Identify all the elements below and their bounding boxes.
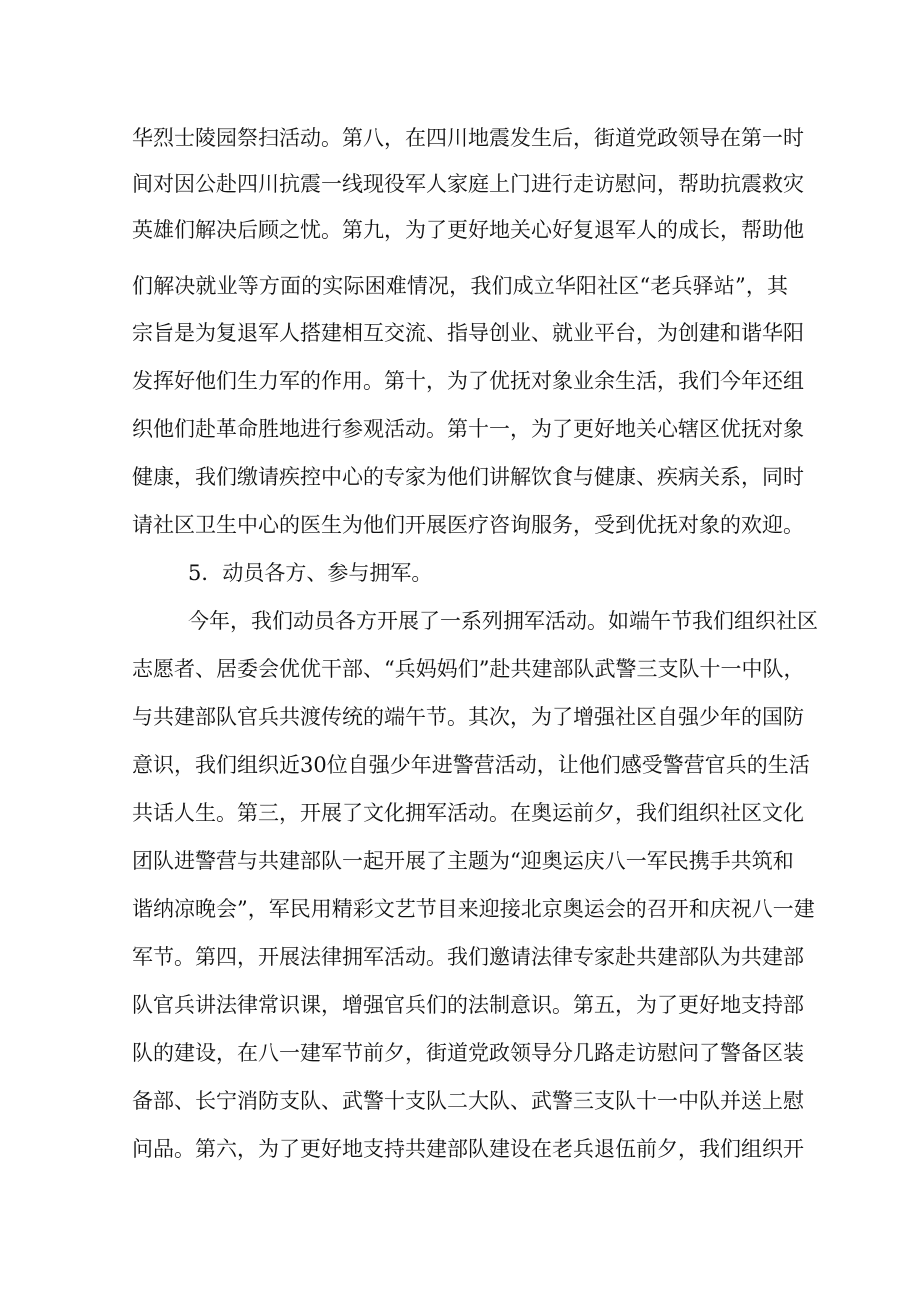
text-line: 英雄们解决后顾之忧。第九，为了更好地关心好复退军人的成长，帮助他 bbox=[132, 218, 804, 242]
text-line: 军节。第四，开展法律拥军活动。我们邀请法律专家赴共建部队为共建部 bbox=[132, 945, 804, 969]
section-heading: 5．动员各方、参与拥军。 bbox=[188, 561, 433, 585]
text-line: 发挥好他们生力军的作用。第十，为了优抚对象业余生活，我们今年还组 bbox=[132, 369, 804, 393]
text-line: 华烈士陵园祭扫活动。第八，在四川地震发生后，街道党政领导在第一时 bbox=[132, 126, 804, 150]
text-line: 谐纳凉晚会”，军民用精彩文艺节目来迎接北京奥运会的召开和庆祝八一建 bbox=[132, 897, 815, 921]
text-line: 备部、长宁消防支队、武警十支队二大队、武警三支队十一中队并送上慰 bbox=[132, 1089, 804, 1113]
text-line: 团队进警营与共建部队一起开展了主题为“迎奥运庆八一军民携手共筑和 bbox=[132, 849, 794, 873]
text-line: 今年，我们动员各方开展了一系列拥军活动。如端午节我们组织社区 bbox=[188, 609, 818, 633]
text-line: 间对因公赴四川抗震一线现役军人家庭上门进行走访慰问，帮助抗震救灾 bbox=[132, 172, 804, 196]
text-line: 共话人生。第三，开展了文化拥军活动。在奥运前夕，我们组织社区文化 bbox=[132, 801, 804, 825]
text-line: 请社区卫生中心的医生为他们开展医疗咨询服务，受到优抚对象的欢迎。 bbox=[132, 513, 804, 537]
text-line: 意识，我们组织近30位自强少年进警营活动，让他们感受警营官兵的生活 bbox=[132, 753, 810, 777]
text-line: 队官兵讲法律常识课，增强官兵们的法制意识。第五，为了更好地支持部 bbox=[132, 993, 804, 1017]
text-line: 志愿者、居委会优优干部、“兵妈妈们”赴共建部队武警三支队十一中队， bbox=[132, 657, 805, 681]
text-line: 们解决就业等方面的实际困难情况，我们成立华阳社区“老兵驿站”，其 bbox=[132, 274, 788, 298]
text-line: 队的建设，在八一建军节前夕，街道党政领导分几路走访慰问了警备区装 bbox=[132, 1041, 804, 1065]
text-line: 健康，我们缴请疾控中心的专家为他们讲解饮食与健康、疾病关系，同时 bbox=[132, 465, 804, 489]
text-line: 问品。第六，为了更好地支持共建部队建设在老兵退伍前夕，我们组织开 bbox=[132, 1137, 804, 1161]
text-line: 与共建部队官兵共渡传统的端午节。其次，为了增强社区自强少年的国防 bbox=[132, 705, 804, 729]
text-line: 织他们赴革命胜地进行参观活动。第十一，为了更好地关心辖区优抚对象 bbox=[132, 417, 804, 441]
text-line: 宗旨是为复退军人搭建相互交流、指导创业、就业平台，为创建和谐华阳 bbox=[132, 321, 804, 345]
